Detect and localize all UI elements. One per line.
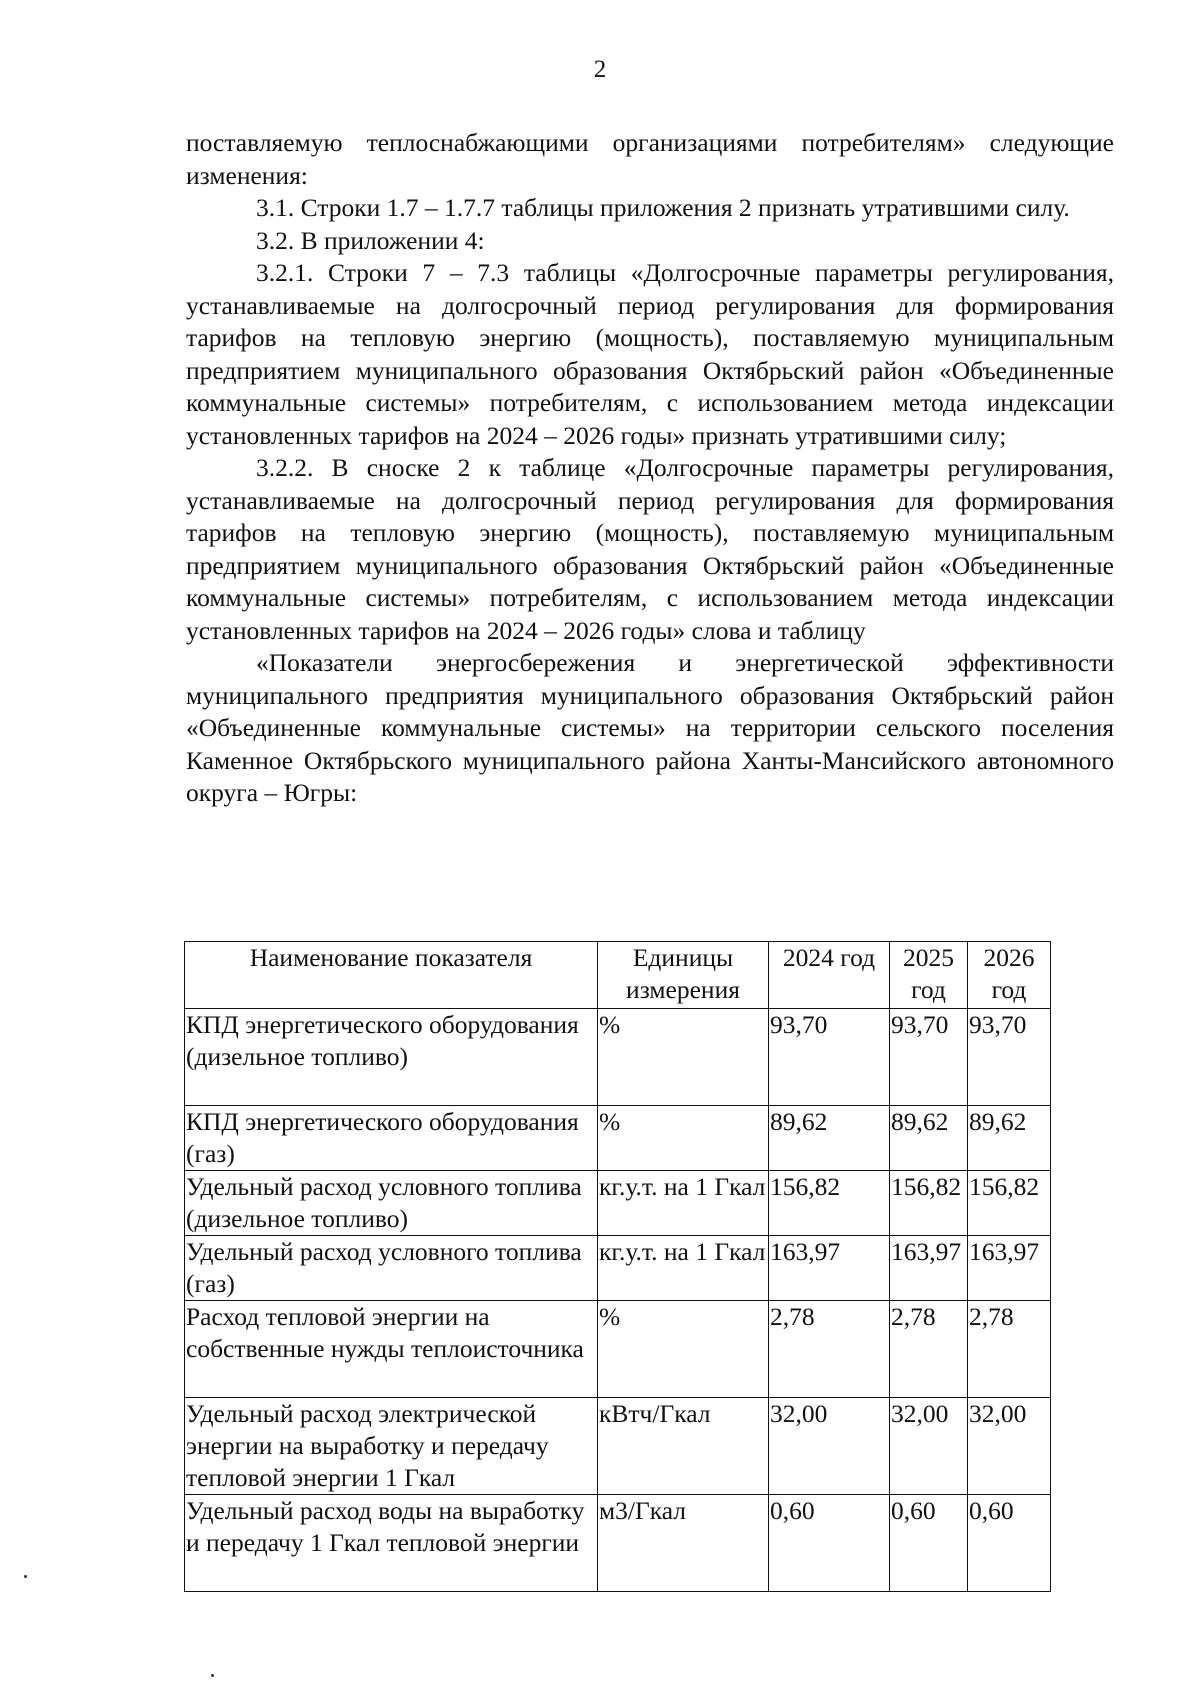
row-value-2026: 0,60 [968, 1495, 1051, 1592]
row-value-2025: 32,00 [890, 1398, 968, 1495]
table-row [185, 1236, 1051, 1301]
header-2025: 2025 год [890, 942, 968, 1009]
row-value-2026: 156,82 [968, 1171, 1051, 1236]
paragraph-3-2-1: 3.2.1. Строки 7 – 7.3 таблицы «Долгосрочные параметры регулирования, устанавливаемые на долгосрочный период регулирования для формирования тарифов на тепловую энергию (мощность), поставляемую муниципальным предприятием муниципального образования Октябрьский район «Объединенные коммунальные системы» потребителям, с использованием метода индексации установленных тарифов на 2024 – 2026 годы» признать утратившими силу; [186, 258, 1114, 450]
row-value-2025: 93,70 [890, 1009, 968, 1106]
table-row [185, 1301, 1051, 1398]
row-value-2025: 0,60 [890, 1495, 968, 1592]
row-name: КПД энергетического оборудования (дизельное топливо) [185, 1009, 598, 1106]
table-row [185, 1398, 1051, 1495]
row-name: Удельный расход электрической энергии на выработку и передачу тепловой энергии 1 Гкал [185, 1398, 598, 1495]
row-unit: кг.у.т. на 1 Гкал [598, 1236, 769, 1301]
row-unit: % [598, 1009, 769, 1106]
paragraph-3-1: 3.1. Строки 1.7 – 1.7.7 таблицы приложения 2 признать утратившими силу. [256, 193, 1070, 222]
row-name: Расход тепловой энергии на собственные нужды теплоисточника [185, 1301, 598, 1398]
row-value-2026: 2,78 [968, 1301, 1051, 1398]
table-row [185, 1495, 1051, 1592]
row-value-2024: 32,00 [769, 1398, 890, 1495]
row-value-2026: 163,97 [968, 1236, 1051, 1301]
table-row [185, 1171, 1051, 1236]
row-unit: % [598, 1301, 769, 1398]
row-value-2024: 2,78 [769, 1301, 890, 1398]
row-value-2026: 89,62 [968, 1106, 1051, 1171]
paragraph-3-2-2: 3.2.2. В сноске 2 к таблице «Долгосрочные параметры регулирования, устанавливаемые на долгосрочный период регулирования для формирования тарифов на тепловую энергию (мощность), поставляемую муниципальным предприятием муниципального образования Октябрьский район «Объединенные коммунальные системы» потребителям, с использованием метода индексации установленных тарифов на 2024 – 2026 годы» слова и таблицу [186, 453, 1114, 645]
row-name: КПД энергетического оборудования (газ) [185, 1106, 598, 1171]
table-row [185, 1009, 1051, 1106]
row-unit: % [598, 1106, 769, 1171]
scan-speck [24, 1575, 27, 1578]
row-name: Удельный расход условного топлива (газ) [185, 1236, 598, 1301]
row-unit: кг.у.т. на 1 Гкал [598, 1171, 769, 1236]
scan-speck [211, 1674, 214, 1677]
document-body [186, 127, 1114, 810]
row-name: Удельный расход условного топлива (дизельное топливо) [185, 1171, 598, 1236]
row-value-2025: 2,78 [890, 1301, 968, 1398]
row-name: Удельный расход воды на выработку и передачу 1 Гкал тепловой энергии [185, 1495, 598, 1592]
header-2024: 2024 год [769, 942, 890, 1009]
paragraph-3-2: 3.2. В приложении 4: [256, 225, 485, 255]
row-value-2024: 0,60 [769, 1495, 890, 1592]
row-value-2025: 156,82 [890, 1171, 968, 1236]
row-value-2026: 93,70 [968, 1009, 1051, 1106]
paragraph-intro: поставляемую теплоснабжающими организациями потребителям» следующие изменения: [186, 128, 1114, 190]
row-value-2026: 32,00 [968, 1398, 1051, 1495]
row-value-2025: 89,62 [890, 1106, 968, 1171]
row-value-2025: 163,97 [890, 1236, 968, 1301]
row-unit: кВтч/Гкал [598, 1398, 769, 1495]
row-value-2024: 156,82 [769, 1171, 890, 1236]
indicators-table [184, 941, 1051, 1592]
row-unit: м3/Гкал [598, 1495, 769, 1592]
row-value-2024: 93,70 [769, 1009, 890, 1106]
table-header-row [185, 942, 1051, 1009]
paragraph-table-title: «Показатели энергосбережения и энергетической эффективности муниципального предприятия муниципального образования Октябрьский район «Объединенные коммунальные системы» на территории сельского поселения Каменное Октябрьского муниципального района Ханты-Мансийского автономного округа – Югры: [186, 648, 1114, 807]
table-row [185, 1106, 1051, 1171]
page-number: 2 [593, 56, 607, 83]
header-2026: 2026 год [968, 942, 1051, 1009]
header-unit: Единицы измерения [598, 942, 769, 1009]
row-value-2024: 89,62 [769, 1106, 890, 1171]
row-value-2024: 163,97 [769, 1236, 890, 1301]
header-name: Наименование показателя [185, 942, 598, 1009]
